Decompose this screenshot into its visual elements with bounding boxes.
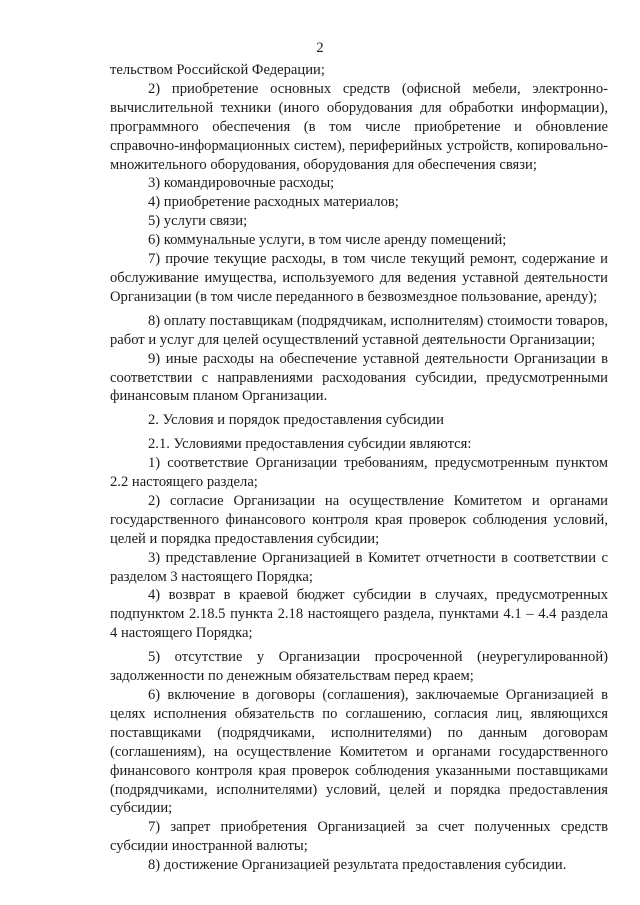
paragraph: 8) достижение Организацией результата предоставления субсидии. — [148, 857, 567, 874]
paragraph: 2) приобретение основных средств (офисной мебели, электронно-вычислительной техники (иного оборудования для обработки информации), программного обеспечения (в том числе приобретение и обновление справочно-информационных систем), периферийных устройств, копировально-множительного оборудования, оборудования для обеспечения связи; — [110, 80, 608, 173]
paragraph: 4) приобретение расходных материалов; — [148, 194, 399, 211]
paragraph: тельством Российской Федерации; — [110, 62, 325, 78]
page-number: 2 — [316, 40, 324, 56]
paragraph: 7) прочие текущие расходы, в том числе текущий ремонт, содержание и обслуживание имущества, используемого для ведения уставной деятельности Организации (в том числе переданного в безвозмездное пользование, аренду); — [110, 251, 608, 305]
paragraph: 6) коммунальные услуги, в том числе аренду помещений; — [148, 232, 507, 249]
paragraph: 9) иные расходы на обеспечение уставной деятельности Организации в соответствии с направлениями расходования субсидии, предусмотренными финансовым планом Организации. — [110, 350, 608, 405]
paragraph: 3) командировочные расходы; — [148, 175, 335, 192]
document-body — [110, 61, 608, 875]
paragraph: 5) отсутствие у Организации просроченной (неурегулированной) задолженности по денежным обязательствам перед краем; — [110, 649, 608, 685]
paragraph: 6) включение в договоры (соглашения), заключаемые Организацией в целях исполнения обязательств по соглашению, согласия лиц, являющихся поставщиками (подрядчиками, исполнителями) по данным договорам (соглашениям), на осуществление Комитетом и органами государственного финансового контроля края проверок соблюдения указанными поставщиками (подрядчиками, исполнителями) условий, целей и порядка предоставления субсидии; — [110, 687, 608, 817]
paragraph: 8) оплату поставщикам (подрядчикам, исполнителям) стоимости товаров, работ и услуг для целей осуществлений уставной деятельности Организации; — [110, 312, 608, 348]
paragraph: 2) согласие Организации на осуществление Комитетом и органами государственного финансового контроля края проверок соблюдения условий, целей и порядка предоставления субсидии; — [110, 492, 608, 547]
paragraph: 3) представление Организацией в Комитет отчетности в соответствии с разделом 3 настоящего Порядка; — [110, 549, 608, 585]
paragraph: 2. Условия и порядок предоставления субсидии — [148, 412, 444, 429]
paragraph: 1) соответствие Организации требованиям, предусмотренным пунктом 2.2 настоящего раздела; — [110, 455, 608, 491]
paragraph: 5) услуги связи; — [148, 213, 248, 230]
paragraph: 2.1. Условиями предоставления субсидии являются: — [148, 436, 472, 453]
paragraph: 4) возврат в краевой бюджет субсидии в случаях, предусмотренных подпунктом 2.18.5 пункта 2.18 настоящего раздела, пунктами 4.1 – 4.4 раздела 4 настоящего Порядка; — [110, 587, 608, 642]
paragraph: 7) запрет приобретения Организацией за счет полученных средств субсидии иностранной валюты; — [110, 819, 608, 855]
